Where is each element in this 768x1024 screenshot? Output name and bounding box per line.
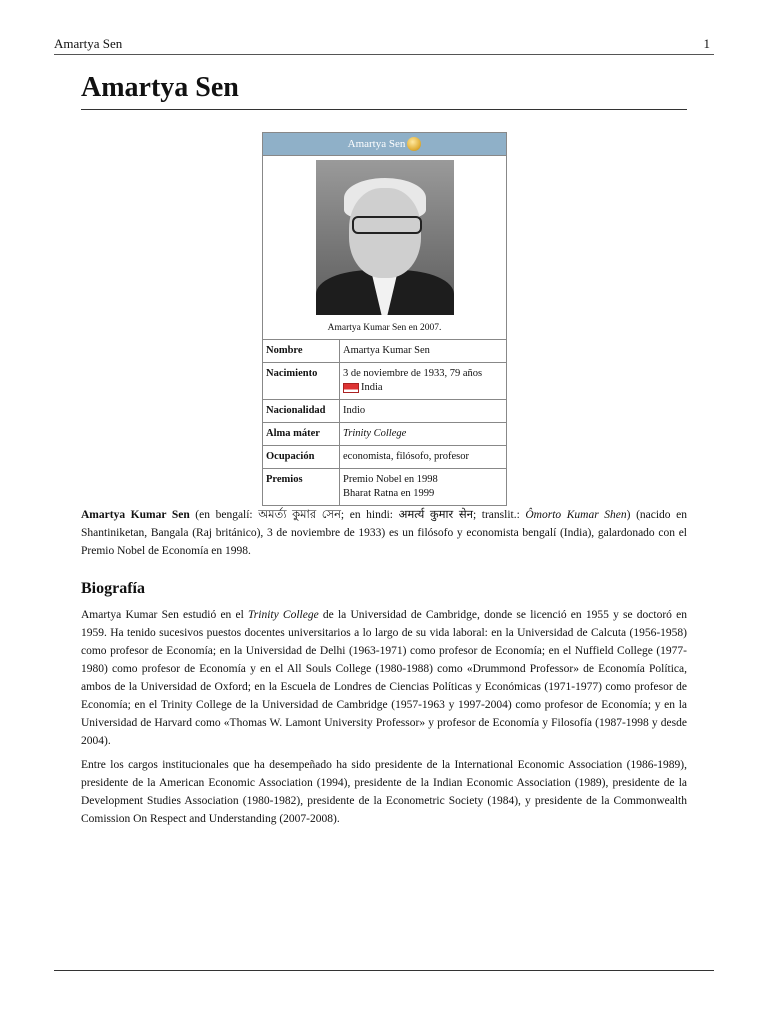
photo-caption: Amartya Kumar Sen en 2007. [327,323,442,334]
nobel-medal-icon [407,137,421,151]
birth-country-link[interactable]: India [361,382,383,394]
title-divider [81,109,687,110]
trinity-college-link[interactable]: Trinity College [248,609,319,621]
infobox-value [340,363,507,400]
infobox-label: Nombre [263,340,340,363]
infobox-label: Alma máter [263,423,340,446]
intro-text-1: (en bengalí: অমর্ত্য কুমার সেন; en hindi: अमर्त्य कुमार सेन; translit.: [189,509,526,521]
section-heading-biografia: Biografía [81,580,145,597]
page-number: 1 [703,36,710,51]
infobox [262,132,507,506]
footer-divider [54,970,714,971]
infobox-label: Premios [263,469,340,506]
infobox-value: economista, filósofo, profesor [340,446,507,469]
india-flag-icon [343,383,359,393]
infobox-heading [263,133,507,156]
infobox-label: Nacionalidad [263,400,340,423]
infobox-value: Amartya Kumar Sen [340,340,507,363]
intro-text-2: ) (nacido en Shantiniketan, Bangala (Raj británico), 3 de noviembre de 1933) es un filósofo y economista bengalí (India), galardonado con el Premio Nobel de Economía en 1998. [81,509,688,557]
birth-date-link[interactable]: 3 de noviembre de 1933, 79 años [343,368,483,380]
alma-mater-link[interactable]: Trinity College [340,423,507,446]
biography-paragraph-1 [81,606,687,750]
award-nobel[interactable]: Premio Nobel en 1998 [343,474,438,486]
intro-translit: Ômorto Kumar Shen [525,509,627,521]
infobox-value [340,469,507,506]
infobox-label: Nacimiento [263,363,340,400]
subject-name: Amartya Kumar Sen [81,509,190,521]
infobox-row [263,363,507,400]
infobox-row [263,340,507,363]
infobox-photo-cell [263,156,507,340]
biography-paragraph-2 [81,756,687,828]
infobox-row [263,446,507,469]
award-bharat-ratna[interactable]: Bharat Ratna en 1999 [343,488,435,500]
infobox-value: Indio [340,400,507,423]
infobox-heading-text: Amartya Sen [347,138,406,150]
bio-text-2: Entre los cargos institucionales que ha desempeñado ha sido presidente de la International Economic Association (1986-1989), presidente de la American Economic Association (1994), presidente de la Indian Economic Association (1989), presidente de la Development Studies Association (1980-1982), presidente de la Econometric Society (1984), y presidente de la Commonwealth Comission On Respect and Understanding (2007-2008). [81,759,687,825]
bio-text-1a: Amartya Kumar Sen estudió en el [81,609,249,621]
intro-paragraph [81,506,687,560]
page-title: Amartya Sen [81,72,239,103]
infobox-row [263,469,507,506]
infobox-label: Ocupación [263,446,340,469]
infobox-row [263,400,507,423]
portrait-photo [316,160,454,315]
bio-text-1b: de la Universidad de Cambridge, donde se licenció en 1955 y se doctoró en 1959. Ha tenido sucesivos puestos docentes universitarios a lo largo de su vida laboral: en la Universidad de Calcuta (1956-1958) como profesor de Economía; en la Universidad de Delhi (1963-1971) como profesor de Economía; en el Nuffield College (1977-1980) como profesor de Economía y en el All Souls College (1980-1988) como «Drummond Professor» de Economía Política, ambos de la Universidad de Oxford; en la Escuela de Londres de Ciencias Políticas y Económicas (1971-1977) como profesor de Economía; en el Trinity College de la Universidad de Cambridge (1957-1963 y 1997-2004) como profesor de Economía; y en la Universidad de Harvard como «Thomas W. Lamont University Professor» y profesor de Economía y Filosofía (1987-1998 y desde 2004). [81,609,687,747]
infobox-row [263,423,507,446]
running-header-title: Amartya Sen [54,36,123,51]
running-header [54,34,714,55]
